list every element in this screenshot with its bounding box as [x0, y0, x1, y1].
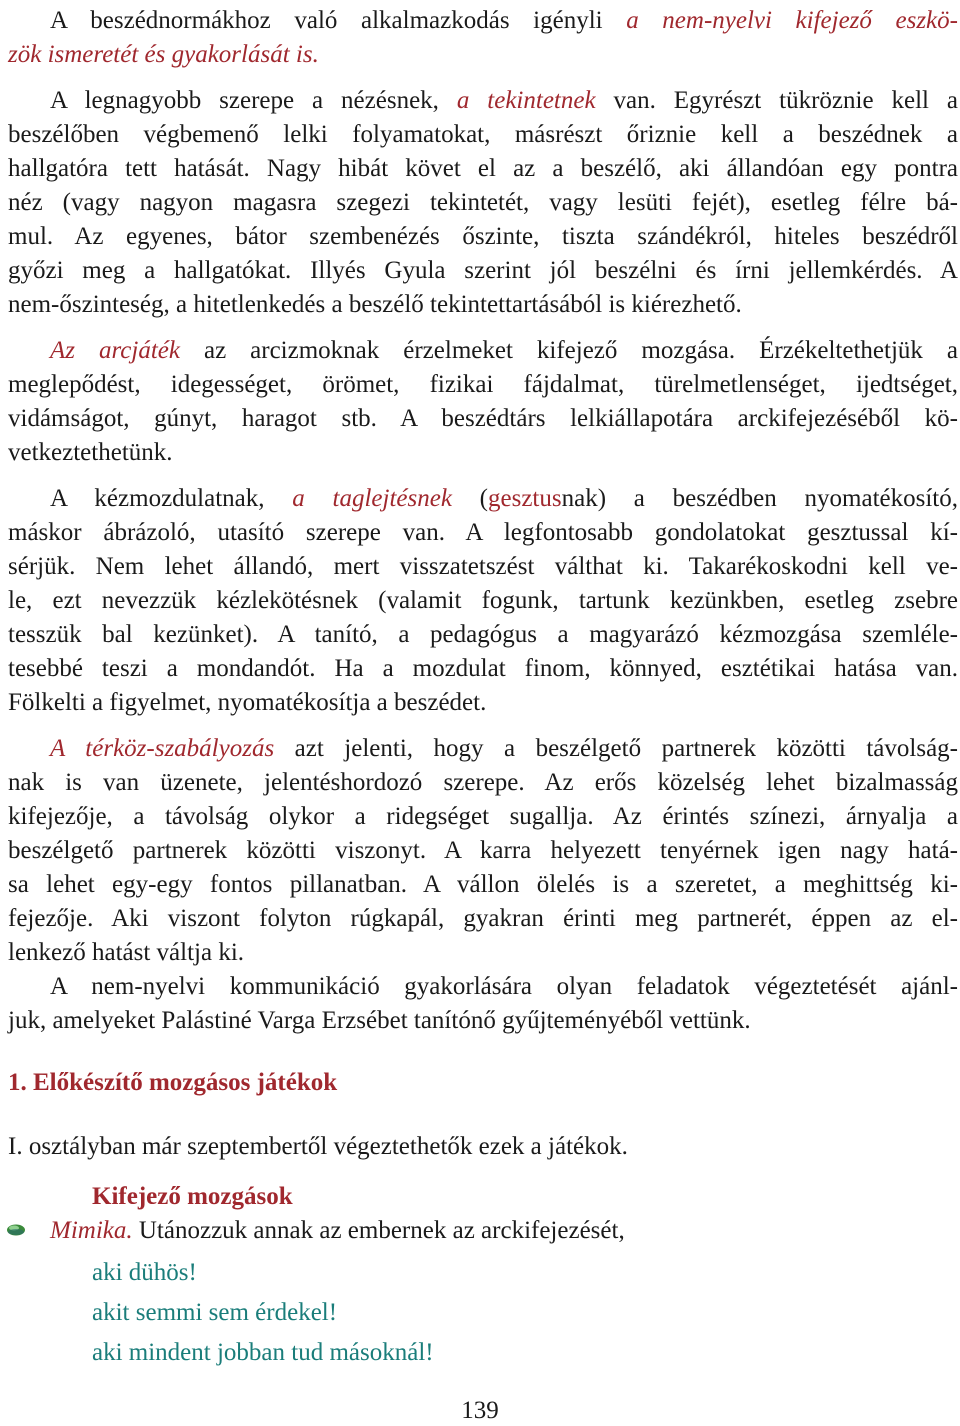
text: nak) a beszédben nyomatékosító,: [561, 485, 958, 512]
text: azt jelenti, hogy a beszélgető partnerek közötti távolság-: [274, 735, 958, 762]
emphasis: a taglejtésnek: [292, 485, 452, 512]
p2-line-4: néz (vagy nagyon magasra szegezi tekintetét, vagy lesüti fejét), esetleg félre bá-: [8, 189, 958, 216]
exercise-item: aki mindent jobban tud másoknál!: [92, 1339, 434, 1366]
emphasis: A térköz-szabályozás: [50, 735, 275, 762]
p4-line-3: sérjük. Nem lehet állandó, mert visszatetszést válthat ki. Takarékoskodni kell ve-: [8, 553, 958, 580]
p2-line-7: nem-őszinteség, a hitetlenkedés a beszélő tekintettartásából is kiérezhető.: [8, 291, 742, 318]
p3-line-4: vetkeztethetünk.: [8, 439, 173, 466]
p4-line-5: tesszük bal kezünket). A tanító, a pedagógus a magyarázó kézmozgása szemléle-: [8, 621, 958, 648]
emphasis: a nem-nyelvi kifejező eszkö-: [626, 7, 958, 34]
exercise-line: [50, 1214, 960, 1248]
p2-line-1: [50, 84, 958, 118]
section-heading: 1. Előkészítő mozgásos játékok: [8, 1069, 338, 1096]
p4-line-7: Fölkelti a figyelmet, nyomatékosítja a beszédet.: [8, 689, 487, 716]
p3-line-3: vidámságot, gúnyt, haragot stb. A beszédtárs lelkiállapotára arckifejezéséből kö-: [8, 405, 958, 432]
p4-line-6: tesebbé teszi a mondandót. Ha a mozdulat finom, könnyed, esztétikai hatása van.: [8, 655, 958, 682]
emphasis: Az arcjáték: [50, 337, 180, 364]
intro-text: I. osztályban már szeptembertől végeztethetők ezek a játékok.: [8, 1133, 628, 1160]
p5-line-2: nak is van üzenete, jelentéshordozó szerepe. Az erős közelség lehet bizalmasság: [8, 769, 958, 796]
emphasis: zök ismeretét és gyakorlását is.: [8, 41, 319, 68]
text: (: [451, 485, 489, 512]
p2-line-2: beszélőben végbemenő lelki folyamatokat, másrészt őriznie kell a beszédnek a: [8, 121, 958, 148]
text: A beszédnormákhoz való alkalmazkodás igényli: [50, 7, 627, 34]
exercise-text: Utánozzuk annak az embernek az arckifejezését,: [132, 1217, 625, 1244]
text: A kézmozdulatnak,: [50, 485, 293, 512]
p3-line-1: [50, 334, 958, 368]
p6-line-2: juk, amelyeket Palástiné Varga Erzsébet tanítónő gyűjteményéből vettünk.: [8, 1007, 751, 1034]
p4-line-4: le, ezt nevezzük kézlekötésnek (valamit fogunk, tartunk kezünkben, esetleg zsebre: [8, 587, 958, 614]
p4-line-1: [50, 482, 958, 516]
p1-line-2: [8, 38, 958, 72]
p2-line-6: győzi meg a hallgatókat. Illyés Gyula szerint jól beszélni és írni jellemkérdés. A: [8, 257, 958, 284]
text: van. Egyrészt tükröznie kell a: [595, 87, 959, 114]
p4-line-2: máskor ábrázoló, utasító szerepe van. A legfontosabb gondolatokat gesztussal kí-: [8, 519, 958, 546]
p5-line-1: [50, 732, 958, 766]
text: az arcizmoknak érzelmeket kifejező mozgása. Érzékeltethetjük a: [179, 337, 959, 364]
p6-line-1: A nem-nyelvi kommunikáció gyakorlására olyan feladatok végeztetését ajánl-: [50, 973, 958, 1000]
exercise-item: akit semmi sem érdekel!: [92, 1299, 338, 1326]
bullet-icon: [6, 1222, 26, 1236]
page-number: 139: [461, 1397, 499, 1424]
p5-line-5: sa lehet egy-egy fontos pillanatban. A vállon ölelés is a szeretet, a meghittség ki-: [8, 871, 958, 898]
subheading: Kifejező mozgások: [92, 1183, 293, 1210]
text: A legnagyobb szerepe a nézésnek,: [50, 87, 457, 114]
emphasis: a tekintetnek: [456, 87, 596, 114]
exercise-item: aki dühös!: [92, 1259, 197, 1286]
p5-line-7: lenkező hatást váltja ki.: [8, 939, 245, 966]
exercise-title: Mimika.: [50, 1217, 133, 1244]
p1-line-1: [50, 4, 958, 38]
p5-line-3: kifejezője, a távolság olykor a ridegséget sugallja. Az érintés színezi, árnyalja a: [8, 803, 958, 830]
p2-line-3: hallgatóra tett hatását. Nagy hibát követ el az a beszélő, aki állandóan egy pontra: [8, 155, 958, 182]
highlight: gesztus: [488, 485, 562, 512]
p5-line-4: beszélgető partnerek közötti viszonyt. A karra helyezett tenyérnek igen nagy hatá-: [8, 837, 958, 864]
p3-line-2: meglepődést, idegességet, örömet, fizikai fájdalmat, türelmetlenséget, ijedtséget,: [8, 371, 958, 398]
p2-line-5: mul. Az egyenes, bátor szembenézés őszinte, tiszta szándékról, hiteles beszédről: [8, 223, 958, 250]
p5-line-6: fejezője. Aki viszont folyton rúgkapál, gyakran érinti meg partnerét, éppen az el-: [8, 905, 958, 932]
